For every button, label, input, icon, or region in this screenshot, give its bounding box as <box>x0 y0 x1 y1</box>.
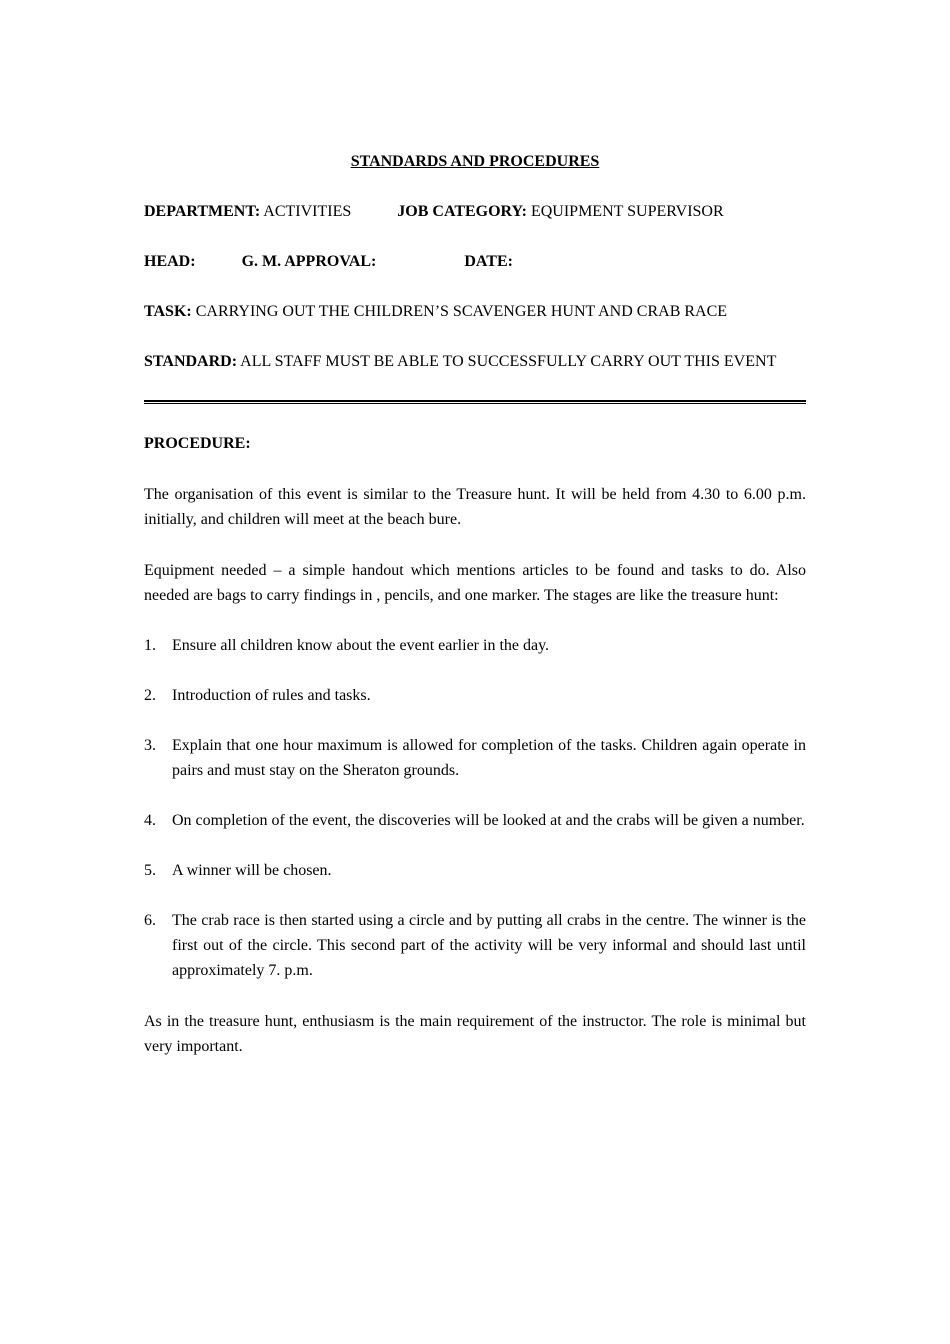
list-item <box>144 633 806 658</box>
procedure-steps-list <box>144 633 806 983</box>
step-number: 3. <box>144 737 156 754</box>
step-text: Ensure all children know about the event earlier in the day. <box>172 637 550 654</box>
procedure-intro-paragraph: The organisation of this event is similar to the Treasure hunt. It will be held from 4.30 to 6.00 p.m. initially, and children will meet at the beach bure. <box>144 486 806 528</box>
step-text: The crab race is then started using a circle and by putting all crabs in the centre. The winner is the first out of the circle. This second part of the activity will be very informal and should last until approximately 7. p.m. <box>172 912 806 979</box>
approval-row <box>144 250 806 274</box>
task-label: TASK: <box>144 303 192 320</box>
list-item <box>144 808 806 833</box>
list-item <box>144 683 806 708</box>
step-text: A winner will be chosen. <box>172 862 332 879</box>
job-category-label: JOB CATEGORY: <box>397 203 527 220</box>
standard-value: ALL STAFF MUST BE ABLE TO SUCCESSFULLY CARRY OUT THIS EVENT <box>240 353 777 370</box>
task-value: CARRYING OUT THE CHILDREN’S SCAVENGER HUNT AND CRAB RACE <box>195 303 728 320</box>
document-page <box>144 150 806 1059</box>
standard-label: STANDARD: <box>144 353 238 370</box>
date-label: DATE: <box>464 253 513 270</box>
gm-approval-label: G. M. APPROVAL: <box>241 253 377 270</box>
step-number: 1. <box>144 637 156 654</box>
department-row <box>144 200 806 224</box>
step-text: Introduction of rules and tasks. <box>172 687 371 704</box>
standard-row <box>144 350 806 374</box>
document-title: STANDARDS AND PROCEDURES <box>350 153 600 170</box>
step-text: On completion of the event, the discoveries will be looked at and the crabs will be given a number. <box>172 812 805 829</box>
department-label: DEPARTMENT: <box>144 203 261 220</box>
equipment-paragraph: Equipment needed – a simple handout which mentions articles to be found and tasks to do. Also needed are bags to carry findings in , pencils, and one marker. The stages are like the treasure hunt: <box>144 562 806 604</box>
step-number: 2. <box>144 687 156 704</box>
closing-paragraph: As in the treasure hunt, enthusiasm is the main requirement of the instructor. The role is minimal but very important. <box>144 1013 806 1055</box>
list-item <box>144 858 806 883</box>
procedure-heading: PROCEDURE: <box>144 435 251 452</box>
job-category-value: EQUIPMENT SUPERVISOR <box>530 203 724 220</box>
step-number: 4. <box>144 812 156 829</box>
list-item <box>144 733 806 783</box>
task-row <box>144 300 806 324</box>
step-number: 5. <box>144 862 156 879</box>
list-item <box>144 908 806 983</box>
department-value: ACTIVITIES <box>263 203 352 220</box>
step-text: Explain that one hour maximum is allowed for completion of the tasks. Children again operate in pairs and must stay on the Sheraton grounds. <box>172 737 806 779</box>
step-number: 6. <box>144 912 156 929</box>
head-label: HEAD: <box>144 253 196 270</box>
double-divider <box>144 400 806 404</box>
